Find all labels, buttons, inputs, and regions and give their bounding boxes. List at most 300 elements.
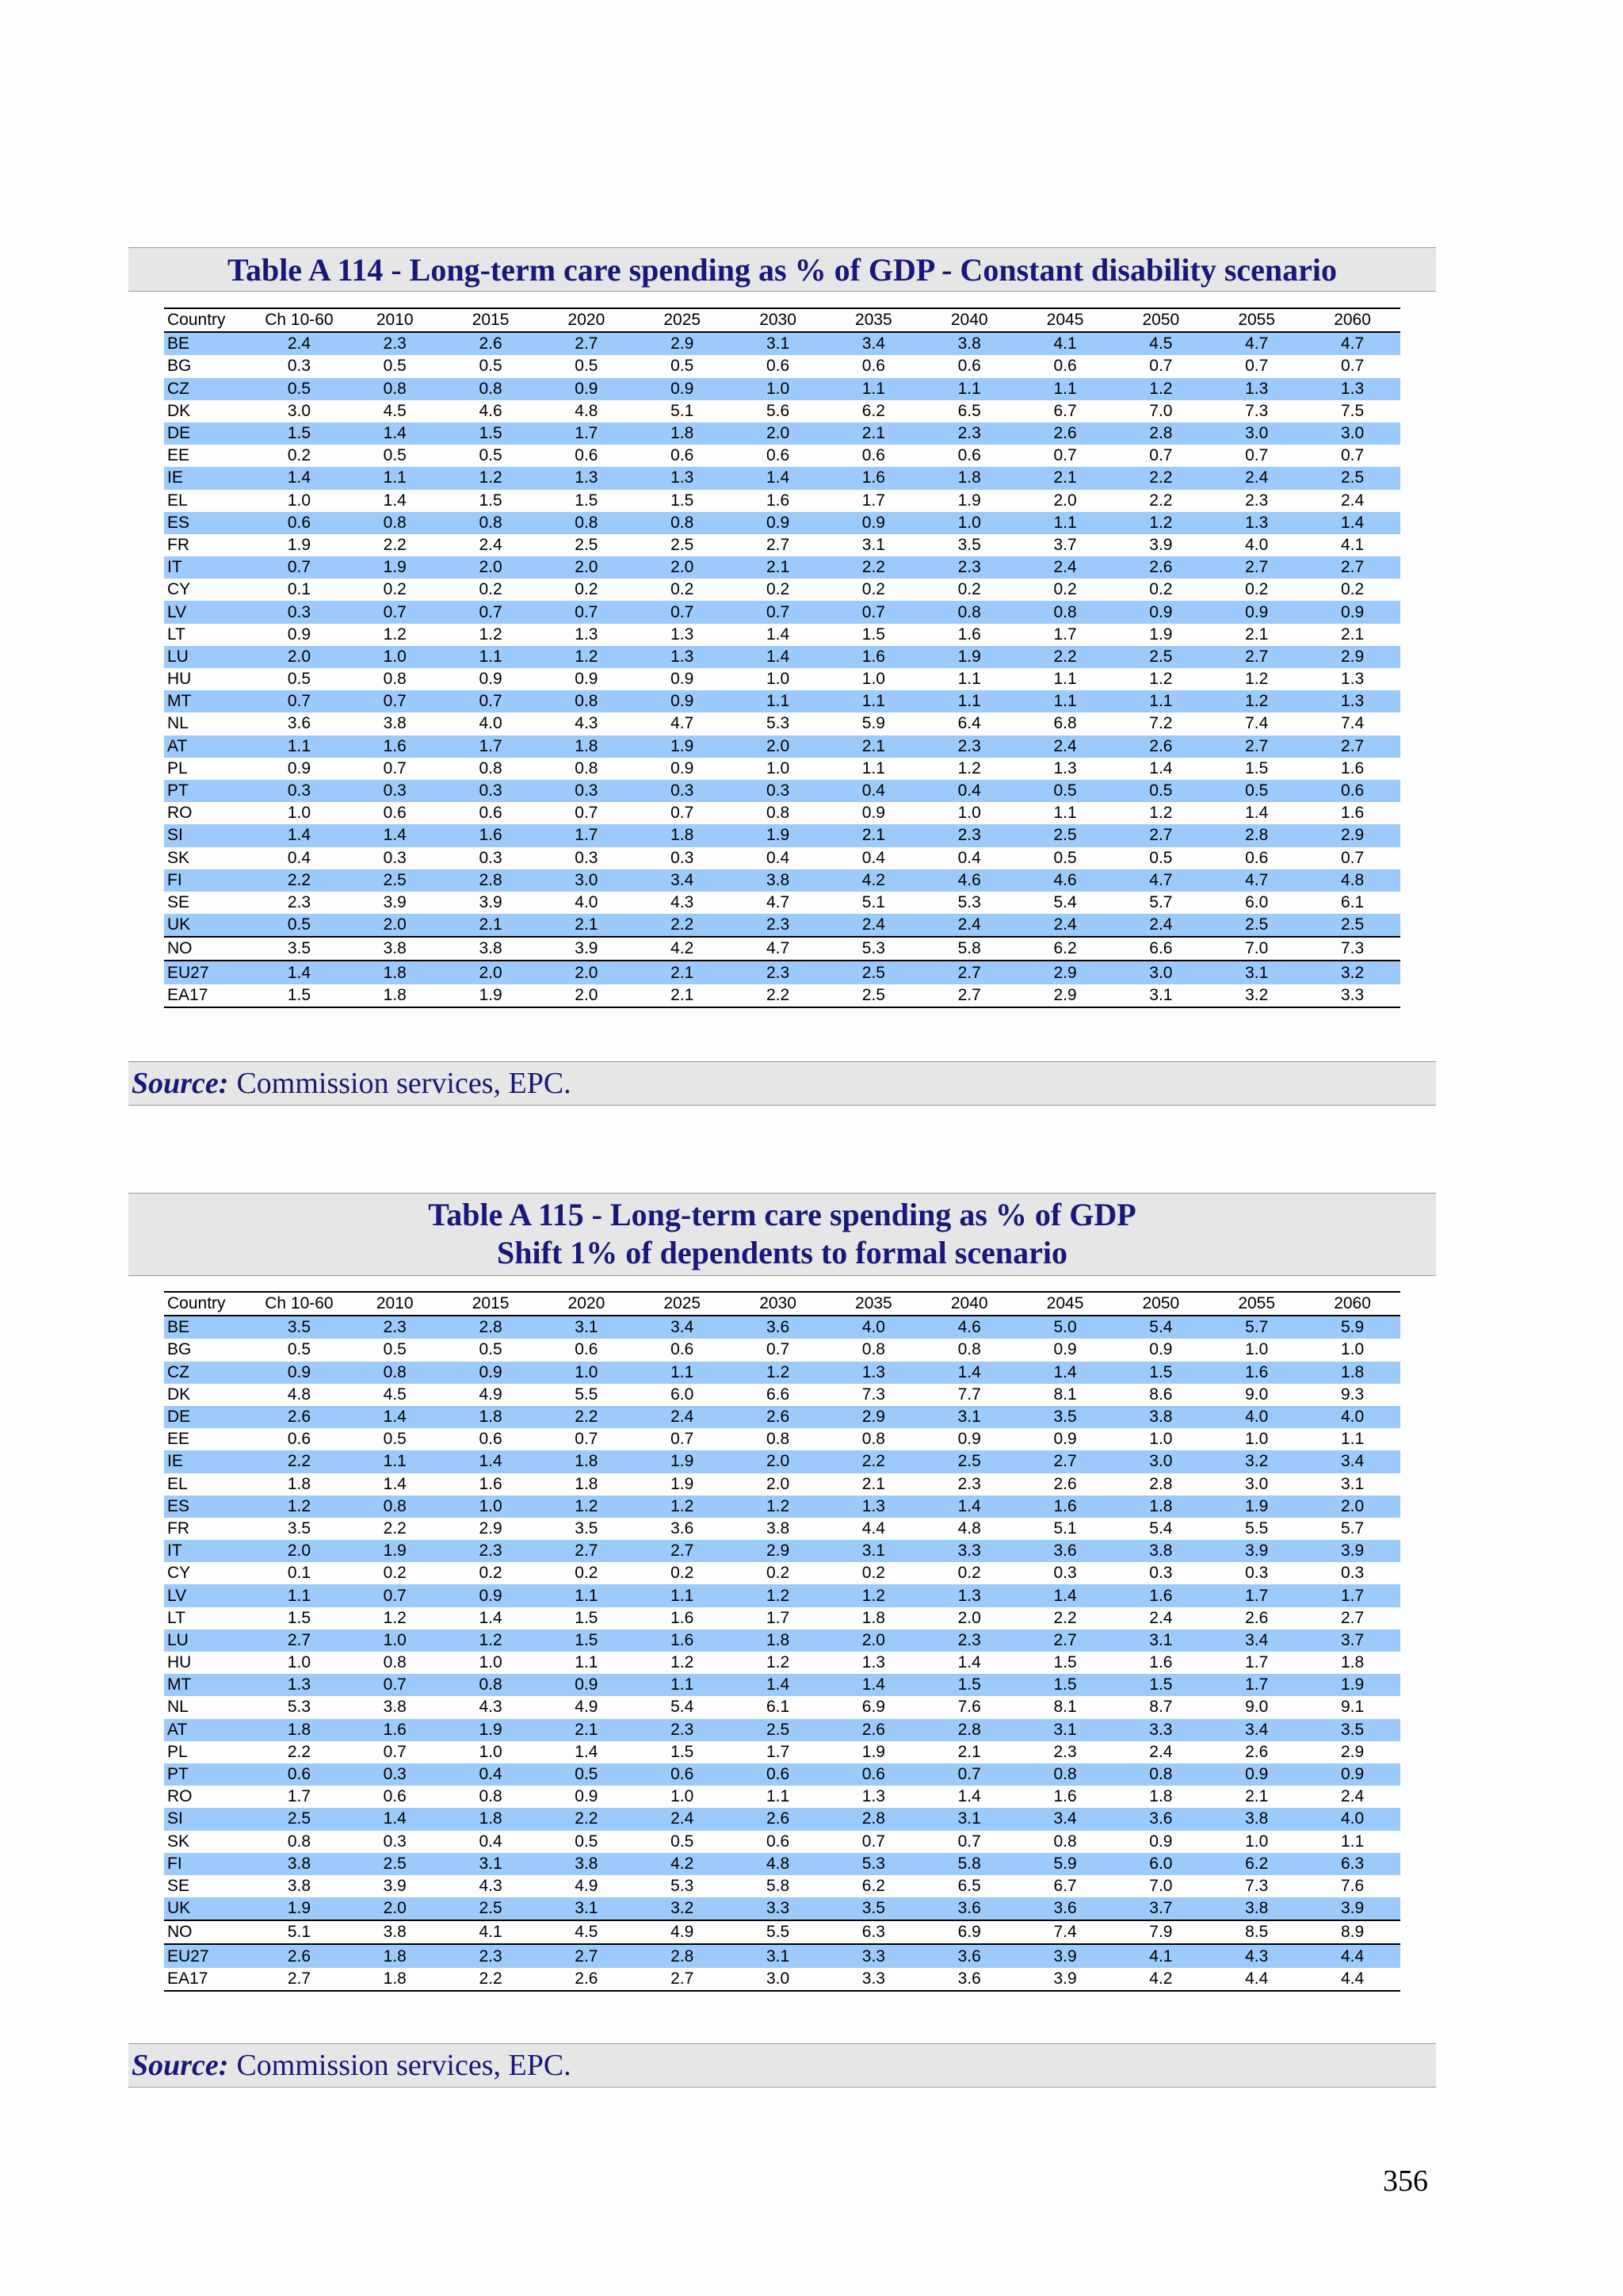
value-cell: 1.3 [1304,378,1400,400]
value-cell: 1.8 [1340,1653,1365,1672]
value-cell: 2.1 [1018,467,1113,489]
value-cell: 1.3 [826,1496,922,1518]
value-cell: 5.7 [1209,1316,1304,1339]
value-cell: 0.9 [575,670,598,689]
value-cell: 1.4 [479,1608,502,1627]
value-cell: 1.6 [1209,1362,1304,1384]
value-cell: 0.9 [634,690,730,712]
value-cell: 1.5 [479,491,502,510]
country-cell: UK [164,914,251,937]
value-cell: 2.3 [922,422,1018,445]
value-cell: 0.6 [383,1787,407,1806]
value-cell: 3.4 [634,1316,730,1339]
value-cell: 0.9 [1113,601,1209,623]
value-cell: 2.3 [957,1474,981,1493]
value-cell: 4.7 [1304,332,1400,355]
value-cell: 1.4 [251,961,347,984]
value-cell: 6.9 [922,1920,1018,1944]
value-cell: 1.9 [443,984,539,1007]
value-cell: 0.7 [826,601,922,623]
value-cell: 4.2 [826,869,922,892]
value-cell: 1.1 [922,690,1018,712]
value-cell: 2.2 [538,1406,634,1428]
table-row [164,712,1400,735]
country-cell: CY [167,580,191,599]
value-cell: 5.1 [1053,1519,1077,1538]
value-cell: 0.7 [1053,446,1077,465]
value-cell: 2.9 [479,1519,502,1538]
country-cell: NL [167,714,189,733]
value-cell: 0.9 [1149,1832,1173,1851]
value-cell: 0.6 [730,1763,826,1786]
country-cell: EA17 [164,1968,251,1991]
value-cell: 4.7 [730,937,826,961]
value-cell: 1.0 [766,758,790,777]
value-cell: 2.5 [730,1719,826,1741]
value-cell: 2.6 [1053,1474,1077,1493]
value-cell: 1.3 [826,1362,922,1384]
value-cell: 0.8 [443,512,539,534]
value-cell: 1.6 [1053,1787,1077,1806]
value-cell: 4.2 [634,1853,730,1875]
value-cell: 0.2 [670,580,694,599]
value-cell: 2.2 [826,1450,922,1473]
value-cell: 0.5 [287,670,311,689]
value-cell: 1.8 [347,961,443,984]
value-cell: 3.7 [1304,1629,1400,1652]
value-cell: 2.6 [730,1406,826,1428]
value-cell: 6.6 [766,1385,790,1404]
country-cell: EE [167,446,190,465]
value-cell: 1.0 [287,491,311,510]
value-cell: 2.4 [479,535,502,554]
value-cell: 0.8 [1018,601,1113,623]
country-cell: CZ [164,378,251,400]
value-cell: 4.7 [1209,869,1304,892]
value-cell: 0.5 [1149,848,1173,867]
value-cell: 0.7 [1245,357,1269,376]
value-cell: 3.3 [826,1944,922,1967]
value-cell: 1.3 [670,625,694,644]
column-header-2055: 2055 [1238,1294,1276,1313]
value-cell: 3.6 [1018,1897,1113,1920]
value-cell: 3.7 [1113,1897,1209,1920]
value-cell: 2.0 [634,556,730,579]
value-cell: 0.8 [347,378,443,400]
value-cell: 1.4 [1149,758,1173,777]
value-cell: 2.9 [1018,961,1113,984]
value-cell: 0.9 [1209,601,1304,623]
value-cell: 2.1 [1245,625,1269,644]
value-cell: 0.7 [1149,357,1173,376]
column-header-2035: 2035 [855,1294,892,1313]
value-cell: 2.9 [1304,646,1400,668]
value-cell: 1.9 [670,1474,694,1493]
value-cell: 1.3 [634,467,730,489]
country-cell: SI [164,824,251,846]
column-header-2040: 2040 [950,311,988,330]
value-cell: 2.5 [1113,646,1209,668]
value-cell: 0.6 [1304,780,1400,802]
value-cell: 3.8 [922,332,1018,355]
value-cell: 3.8 [1113,1406,1209,1428]
value-cell: 2.4 [1018,735,1113,758]
value-cell: 7.3 [1304,937,1400,961]
country-cell: SE [167,892,190,911]
value-cell: 1.1 [347,467,443,489]
value-cell: 4.5 [538,1920,634,1944]
value-cell: 1.9 [347,1540,443,1562]
value-cell: 1.4 [443,1450,539,1473]
value-cell: 2.6 [251,1944,347,1967]
value-cell: 1.2 [730,1496,826,1518]
value-cell: 0.9 [634,378,730,400]
value-cell: 1.3 [1209,378,1304,400]
country-cell: FI [164,1853,251,1875]
value-cell: 0.9 [287,758,311,777]
value-cell: 9.3 [1340,1385,1365,1404]
value-cell: 0.7 [347,601,443,623]
value-cell: 0.6 [766,446,790,465]
table-row [164,1518,1400,1540]
value-cell: 6.0 [1245,892,1269,911]
value-cell: 1.0 [1340,1340,1365,1359]
value-cell: 0.6 [957,446,981,465]
value-cell: 0.8 [766,804,790,823]
value-cell: 3.8 [1209,1808,1304,1830]
value-cell: 5.4 [670,1698,694,1717]
value-cell: 4.8 [575,401,598,420]
value-cell: 1.4 [251,824,347,846]
value-cell: 1.5 [443,422,539,445]
value-cell: 4.5 [383,401,407,420]
value-cell: 0.2 [287,446,311,465]
value-cell: 2.8 [1149,1474,1173,1493]
value-cell: 1.1 [1053,804,1077,823]
value-cell: 0.6 [766,1832,790,1851]
value-cell: 2.2 [1149,491,1173,510]
value-cell: 0.7 [538,601,634,623]
value-cell: 1.2 [1113,378,1209,400]
value-cell: 2.7 [634,1968,730,1991]
value-cell: 0.7 [347,1674,443,1696]
value-cell: 1.3 [861,1653,885,1672]
column-header-2035: 2035 [855,311,892,330]
country-cell: BG [167,357,192,376]
value-cell: 2.3 [347,332,443,355]
value-cell: 2.3 [730,961,826,984]
value-cell: 2.1 [538,914,634,937]
value-cell: 0.7 [443,690,539,712]
value-cell: 2.1 [634,961,730,984]
value-cell: 2.6 [538,1968,634,1991]
value-cell: 0.2 [1053,580,1077,599]
country-cell: LV [164,601,251,623]
value-cell: 2.8 [1113,422,1209,445]
value-cell: 4.4 [1304,1968,1400,1991]
value-cell: 8.9 [1304,1920,1400,1944]
table-row [164,1897,1400,1920]
value-cell: 5.3 [766,714,790,733]
value-cell: 2.4 [251,332,347,355]
value-cell: 2.9 [826,1406,922,1428]
column-header-2010: 2010 [376,1294,414,1313]
country-cell: PT [164,1763,251,1786]
value-cell: 6.1 [1340,892,1365,911]
value-cell: 0.8 [634,512,730,534]
value-cell: 5.8 [922,937,1018,961]
table-header-row [164,308,1400,332]
value-cell: 1.4 [1245,804,1269,823]
value-cell: 5.7 [1149,892,1173,911]
value-cell: 7.0 [1209,937,1304,961]
table-a114 [164,308,1400,1008]
value-cell: 0.7 [922,1763,1018,1786]
value-cell: 0.6 [670,1340,694,1359]
value-cell: 0.8 [575,758,598,777]
value-cell: 4.0 [1245,535,1269,554]
value-cell: 0.5 [670,357,694,376]
value-cell: 3.0 [730,1968,826,1991]
value-cell: 2.7 [634,1540,730,1562]
value-cell: 6.5 [957,401,981,420]
country-cell: MT [164,1674,251,1696]
country-cell: UK [164,1897,251,1920]
value-cell: 1.9 [443,1719,539,1741]
value-cell: 1.4 [347,824,443,846]
table-row [164,1384,1400,1406]
value-cell: 0.5 [479,446,502,465]
value-cell: 5.9 [861,714,885,733]
value-cell: 4.0 [826,1316,922,1339]
value-cell: 1.4 [347,422,443,445]
value-cell: 1.9 [634,735,730,758]
value-cell: 1.8 [443,1808,539,1830]
value-cell: 2.5 [1209,914,1304,937]
value-cell: 1.5 [861,625,885,644]
value-cell: 3.2 [1304,961,1400,984]
value-cell: 1.5 [1053,1653,1077,1672]
value-cell: 2.4 [1149,1608,1173,1627]
value-cell: 3.4 [1209,1629,1304,1652]
value-cell: 1.1 [538,1584,634,1606]
value-cell: 4.0 [1209,1406,1304,1428]
country-cell: DE [164,422,251,445]
value-cell: 6.3 [1304,1853,1400,1875]
table-row [164,824,1400,846]
country-cell: EL [167,491,188,510]
table-row [164,1674,1400,1696]
value-cell: 3.6 [730,1316,826,1339]
value-cell: 0.5 [1209,780,1304,802]
value-cell: 1.7 [766,1608,790,1627]
table-row [164,1968,1400,1991]
value-cell: 2.6 [730,1808,826,1830]
value-cell: 2.6 [826,1719,922,1741]
value-cell: 1.5 [1245,758,1269,777]
value-cell: 4.3 [670,892,694,911]
value-cell: 1.5 [287,1608,311,1627]
column-header-2030: 2030 [759,311,796,330]
value-cell: 1.5 [1113,1674,1209,1696]
country-cell: SK [167,1832,190,1851]
value-cell: 1.0 [538,1362,634,1384]
value-cell: 1.8 [575,1474,598,1493]
value-cell: 7.0 [1149,401,1173,420]
value-cell: 5.3 [670,1876,694,1895]
value-cell: 7.3 [861,1385,885,1404]
value-cell: 1.0 [922,512,1018,534]
value-cell: 1.2 [670,1653,694,1672]
value-cell: 0.6 [957,357,981,376]
value-cell: 1.4 [383,1474,407,1493]
column-header-2025: 2025 [663,311,701,330]
value-cell: 2.7 [1018,1629,1113,1652]
value-cell: 0.2 [766,1564,790,1583]
value-cell: 8.1 [1053,1698,1077,1717]
value-cell: 0.6 [826,1763,922,1786]
value-cell: 0.9 [538,378,634,400]
column-header-ch-10-60: Ch 10-60 [265,1294,334,1313]
value-cell: 2.3 [922,556,1018,579]
value-cell: 1.4 [251,467,347,489]
value-cell: 6.2 [1018,937,1113,961]
value-cell: 7.6 [957,1698,981,1717]
value-cell: 3.9 [1304,1540,1400,1562]
value-cell: 4.9 [575,1876,598,1895]
value-cell: 0.9 [1304,601,1400,623]
value-cell: 1.6 [1149,1653,1173,1672]
value-cell: 1.1 [1340,1430,1365,1449]
value-cell: 3.6 [287,714,311,733]
value-cell: 0.8 [479,1787,502,1806]
value-cell: 1.5 [251,984,347,1007]
value-cell: 0.3 [287,357,311,376]
value-cell: 0.5 [479,357,502,376]
value-cell: 0.6 [1053,357,1077,376]
value-cell: 1.9 [251,1897,347,1920]
value-cell: 4.8 [730,1853,826,1875]
value-cell: 0.8 [383,1653,407,1672]
value-cell: 1.8 [347,984,443,1007]
value-cell: 3.4 [1304,1450,1400,1473]
value-cell: 0.6 [479,1430,502,1449]
value-cell: 1.4 [1018,1362,1113,1384]
country-cell: IT [164,556,251,579]
value-cell: 0.8 [347,512,443,534]
value-cell: 0.5 [287,1340,311,1359]
value-cell: 4.7 [1113,869,1209,892]
table-row [164,1786,1400,1808]
value-cell: 0.7 [957,1832,981,1851]
value-cell: 2.1 [538,1719,634,1741]
value-cell: 1.7 [1245,1653,1269,1672]
value-cell: 1.8 [251,1719,347,1741]
value-cell: 2.3 [347,1316,443,1339]
country-cell: FR [167,1519,189,1538]
value-cell: 0.3 [1340,1564,1365,1583]
value-cell: 1.0 [347,1629,443,1652]
value-cell: 0.7 [634,601,730,623]
value-cell: 0.8 [1113,1763,1209,1786]
value-cell: 0.6 [479,804,502,823]
table-row [164,1362,1400,1384]
column-header-2050: 2050 [1142,1294,1180,1313]
value-cell: 2.2 [538,1808,634,1830]
value-cell: 2.2 [383,535,407,554]
value-cell: 1.4 [347,1406,443,1428]
value-cell: 1.4 [730,467,826,489]
value-cell: 8.1 [1053,1385,1077,1404]
value-cell: 0.9 [861,804,885,823]
column-header-2025: 2025 [663,1294,701,1313]
value-cell: 4.0 [1304,1406,1400,1428]
value-cell: 2.4 [634,1406,730,1428]
value-cell: 2.8 [634,1944,730,1967]
value-cell: 1.3 [1304,690,1400,712]
value-cell: 0.3 [634,780,730,802]
table-a115-title [128,1193,1436,1276]
value-cell: 3.6 [1113,1808,1209,1830]
value-cell: 0.3 [383,848,407,867]
value-cell: 2.7 [251,1968,347,1991]
value-cell: 3.1 [1018,1719,1113,1741]
value-cell: 2.3 [922,824,1018,846]
value-cell: 2.4 [826,914,922,937]
value-cell: 5.4 [1113,1316,1209,1339]
country-cell: BE [164,1316,251,1339]
value-cell: 3.4 [1018,1808,1113,1830]
value-cell: 2.1 [861,1474,885,1493]
value-cell: 5.5 [730,1920,826,1944]
table-row [164,1763,1400,1786]
value-cell: 1.6 [1340,804,1365,823]
value-cell: 1.0 [766,670,790,689]
value-cell: 3.9 [383,1876,407,1895]
value-cell: 3.3 [922,1540,1018,1562]
value-cell: 1.3 [251,1674,347,1696]
value-cell: 6.9 [861,1698,885,1717]
table-row [164,534,1400,556]
value-cell: 1.6 [826,467,922,489]
table-row [164,512,1400,534]
value-cell: 2.3 [922,735,1018,758]
value-cell: 6.2 [861,401,885,420]
table-row [164,869,1400,892]
value-cell: 0.7 [347,690,443,712]
table-row [164,914,1400,937]
value-cell: 1.8 [922,467,1018,489]
source-label: Source: [132,1067,229,1100]
value-cell: 1.0 [861,670,885,689]
value-cell: 1.6 [1113,1584,1209,1606]
table-row [164,579,1400,601]
value-cell: 2.6 [1113,556,1209,579]
value-cell: 5.4 [1053,892,1077,911]
value-cell: 0.1 [287,580,311,599]
value-cell: 2.7 [1209,556,1304,579]
value-cell: 3.9 [1018,1944,1113,1967]
value-cell: 0.8 [766,1430,790,1449]
value-cell: 0.2 [575,1564,598,1583]
value-cell: 2.0 [1053,491,1077,510]
value-cell: 3.6 [670,1519,694,1538]
table-row [164,1584,1400,1606]
value-cell: 2.5 [1304,914,1400,937]
value-cell: 0.7 [730,601,826,623]
value-cell: 1.1 [1018,690,1113,712]
value-cell: 0.7 [670,1430,694,1449]
